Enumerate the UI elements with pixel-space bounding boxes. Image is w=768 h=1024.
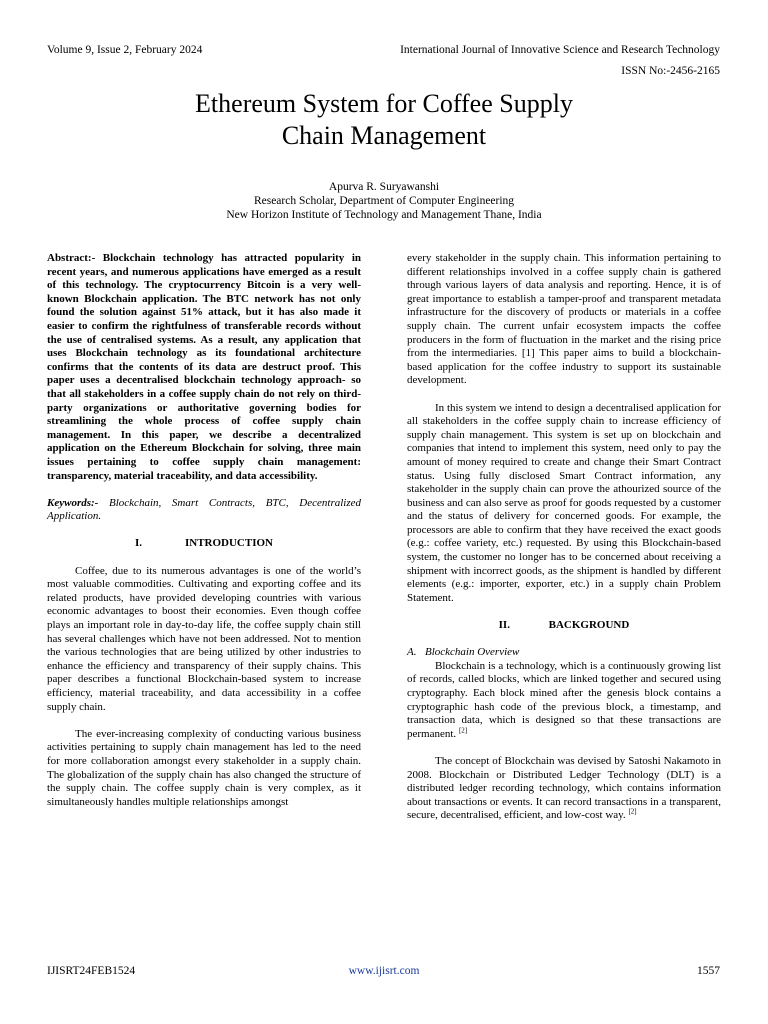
author-block [0, 180, 768, 222]
paper-title [0, 88, 768, 152]
subsection-letter: A. [407, 646, 417, 659]
subsection-title: Blockchain Overview [425, 646, 520, 659]
intro-paragraph-1: Coffee, due to its numerous advantages is one of the world’s most valuable commodities. Cultivating and exporting coffee and its related products, have provided developing countries with various economic advantages to boost their economies. Even though coffee plays an important role in day-to-day life, the coffee supply chain still has several challenges which have not been addressed. Not to mention the various technologies that are being utilized by other industries to enhance the efficiency and transparency of their supply chains. This paper describes a functional Blockchain-based system to increase efficiency, material traceability, and data accessibility in a coffee supply chain. [47, 564, 361, 713]
keywords [47, 497, 361, 524]
footer-journal-link[interactable]: www.ijisrt.com [348, 965, 420, 977]
intro-paragraph-3: every stakeholder in the supply chain. This information pertaining to different relationships involved in a coffee supply chain is gathered through various layers of data analysis and reporting. Hence, it is of great importance to establish a tamper-proof and transparent metadata infrastructure for the discovery of products or materials in a coffee supply chain. The current unfair ecosystem impacts the coffee producers in the form of fluctuation in the market and the rising price from the intermediaries. [1] This paper aims to build a blockchain-based application for the coffee industry to support its sustainable development. [407, 252, 721, 387]
section-heading-introduction [47, 537, 361, 551]
left-column [47, 252, 361, 823]
footer-paper-code: IJISRT24FEB1524 [47, 965, 136, 977]
section-number: I. [134, 537, 143, 550]
header-volume: Volume 9, Issue 2, February 2024 [47, 44, 203, 56]
author-role: Research Scholar, Department of Computer Engineering [253, 195, 515, 207]
footer-page-number: 1557 [697, 965, 720, 977]
header-journal-name: International Journal of Innovative Science and Research Technology [400, 44, 720, 56]
citation-ref: [2] [628, 807, 637, 816]
section-number: II. [498, 619, 510, 632]
intro-paragraph-2: The ever-increasing complexity of conducting various business activities pertaining to supply chain management has led to the need for more collaboration amongst every stakeholder in a supply chain. The globalization of the supply chain has also changed the structure of the supply chain. The coffee supply chain is very complex, as it simultaneously handles multiple relationships amongst [47, 727, 361, 808]
background-paragraph-1-text: Blockchain is a technology, which is a continuously growing list of records, called blocks, which are linked together and secured using cryptography. Each block mined after the genesis block contains a cryptographic hash code of the previous block, a timestamp, and transaction data, which is designed so that these transactions are permanent. [407, 659, 721, 740]
paper-title-line-1: Ethereum System for Coffee Supply [195, 89, 573, 118]
author-name: Apurva R. Suryawanshi [328, 181, 440, 193]
right-column [407, 252, 721, 837]
background-paragraph-2 [407, 755, 721, 823]
abstract: Abstract:- Blockchain technology has attracted popularity in recent years, and numerous applications have emerged as a result of this technology. The cryptocurrency Bitcoin is a very well-known Blockchain application. The BTC network has not only found the solution against 51% attack, but it has also made it easier to confirm the rightfulness of transferable records without the use of centralised systems. As a result, any application that uses Blockchain technology as its foundational architecture confirms that the contents of its data are destruct proof. This paper uses a decentralised blockchain technology approach- so that all stakeholders in a coffee supply chain do not rely on third-party organizations or authoritative governing bodies for streamlining the whole process of coffee supply chain management. In this paper, we describe a decentralized application on the Ethereum Blockchain for solving, three main issues pertaining to coffee supply chain management: transparency, material traceability, and data accessibility. [47, 252, 361, 482]
keywords-text: Blockchain, Smart Contracts, BTC, Decentralized Application. [47, 496, 362, 523]
subsection-heading-blockchain-overview [407, 646, 721, 660]
header-issn: ISSN No:-2456-2165 [621, 65, 720, 77]
intro-paragraph-4: In this system we intend to design a decentralised application for all stakeholders in the coffee supply chain to increase efficiency of supply chain management. This system is set up on blockchain and companies that intend to implement this system, need only to pay the amount of money required to create and change their Smart Contract status. Using fully disclosed Smart Contract information, any stakeholder in the supply chain can prove the athourized source of the business and can also serve as proof for goods requested by a customer and the status of delivery for concerned goods. For example, the processors are able to confirm that they have received the exact goods (e.g.: coffee variety, etc.) requested. By using this Blockchain-based system, the customer no longer has to be concerned about receiving a shipment with incorrect goods, as the shipment is handled by different elements (e.g.: importer, exporter, etc.) in a supply chain Problem Statement. [407, 401, 721, 604]
section-title: INTRODUCTION [184, 537, 273, 550]
background-paragraph-2-text: The concept of Blockchain was devised by Satoshi Nakamoto in 2008. Blockchain or Distributed Ledger Technology (DLT) is a distributed ledger recording technology, which contains information about transactions or events. It can record transactions in a transparent, secure, decentralised, efficient, and low-cost way. [407, 754, 721, 822]
author-institute: New Horizon Institute of Technology and Management Thane, India [226, 209, 542, 221]
section-title: BACKGROUND [548, 619, 630, 632]
paper-title-line-2: Chain Management [281, 121, 487, 150]
keywords-label: Keywords:- [47, 496, 99, 509]
section-heading-background [407, 619, 721, 633]
background-paragraph-1 [407, 660, 721, 742]
citation-ref: [2] [458, 726, 468, 735]
